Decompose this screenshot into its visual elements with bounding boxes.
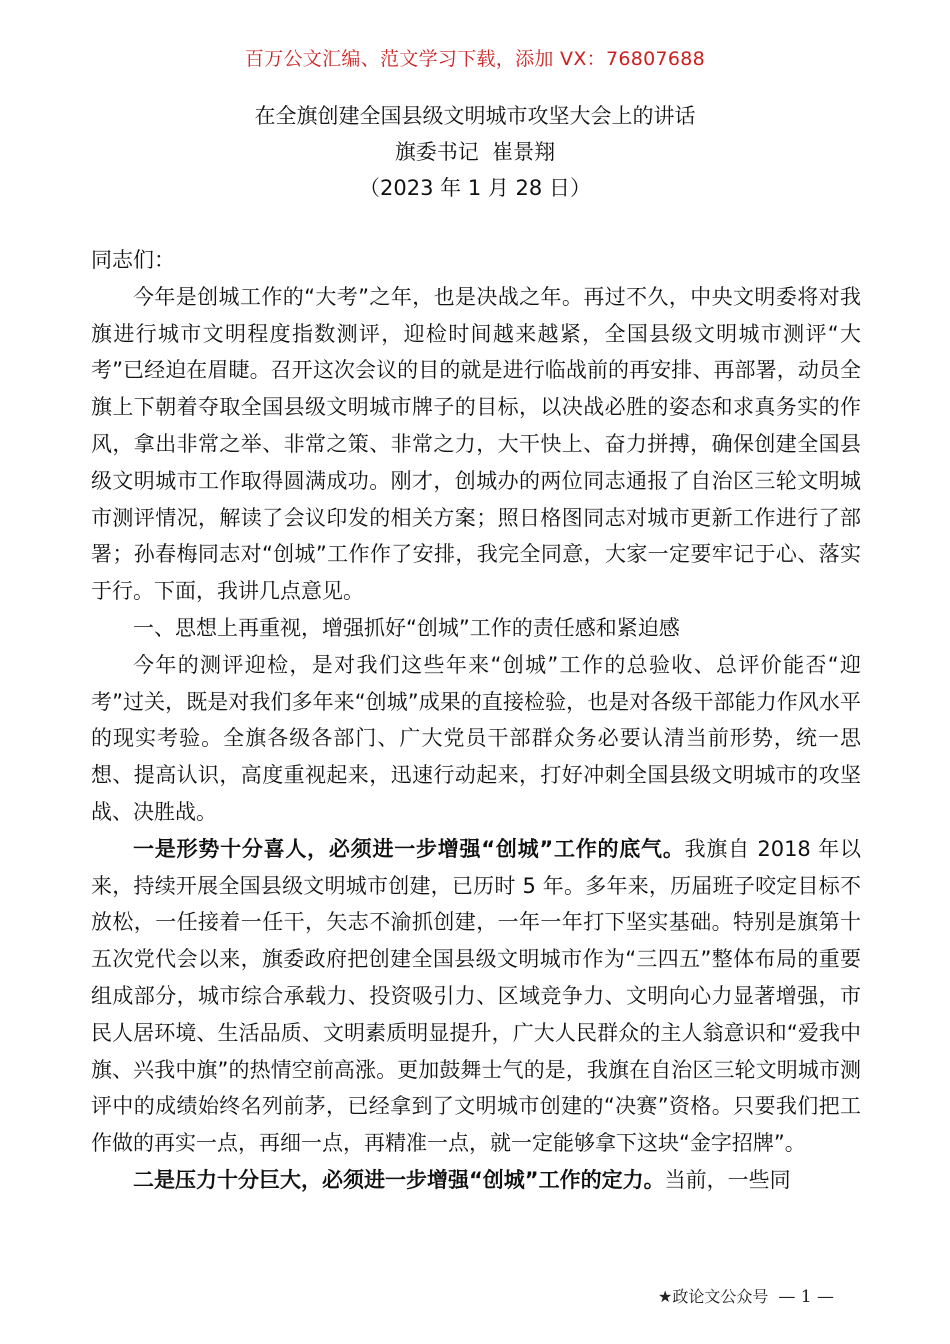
point-1-text: 我旗自 2018 年以来，持续开展全国县级文明城市创建，已历时 5 年。多年来，历届班子咬定目标不放松，一任接着一任干，矢志不渝抓创建，一年一年打下坚实基础。特别是旗第十五次党代会以来，旗委政府把创建全国县级文明城市作为“三四五”整体布局的重要组成部分，城市综合承载力、投资吸引力、区域竞争力、文明向心力显著增强，市民人居环境、生活品质、文明素质明显提升，广大人民群众的主人翁意识和“爱我中旗、兴我中旗”的热情空前高涨。更加鼓舞士气的是，我旗在自治区三轮文明城市测评中的成绩始终名列前茅，已经拿到了文明城市创建的“决赛”资格。只要我们把工作做的再实一点，再细一点，再精准一点，就一定能够拿下这块“金字招牌”。 [91, 836, 861, 1156]
speaker-line: 旗委书记 崔景翔 [394, 140, 556, 164]
footer-source: ★政论文公众号 [658, 1287, 769, 1306]
salutation: 同志们： [91, 248, 175, 272]
page-number: — 1 — [778, 1287, 834, 1307]
page-footer [658, 1284, 834, 1307]
paragraph-intro: 今年是创城工作的“大考”之年，也是决战之年。再过不久，中央文明委将对我旗进行城市文明程度指数测评，迎检时间越来越紧，全国县级文明城市测评“大考”已经迫在眉睫。召开这次会议的目的就是进行临战前的再安排、再部署，动员全旗上下朝着夺取全国县级文明城市牌子的目标，以决战必胜的姿态和求真务实的作风，拿出非常之举、非常之策、非常之力，大干快上、奋力拼搏，确保创建全国县级文明城市工作取得圆满成功。刚才，创城办的两位同志通报了自治区三轮文明城市测评情况，解读了会议印发的相关方案；照日格图同志对城市更新工作进行了部署；孙春梅同志对“创城”工作作了安排，我完全同意，大家一定要牢记于心、落实于行。下面，我讲几点意见。 [91, 284, 861, 604]
header-banner: 百万公文汇编、范文学习下载，添加 VX：76807688 [244, 48, 706, 70]
paragraph-point-1 [91, 831, 861, 1162]
speech-title: 在全旗创建全国县级文明城市攻坚大会上的讲话 [254, 104, 696, 128]
speech-date: （2023 年 1 月 28 日） [359, 176, 591, 200]
paragraph-point-2 [91, 1162, 861, 1199]
paragraph-section-1: 今年的测评迎检，是对我们这些年来“创城”工作的总验收、总评价能否“迎考”过关，既是对我们多年来“创城”成果的直接检验，也是对各级干部能力作风水平的现实考验。全旗各级各部门、广大党员干部群众务必要认清当前形势，统一思想、提高认识，高度重视起来，迅速行动起来，打好冲刺全国县级文明城市的攻坚战、决胜战。 [91, 652, 861, 824]
point-1-lead: 一是形势十分喜人，必须进一步增强“创城”工作的底气。 [133, 836, 685, 861]
point-2-text: 当前，一些同 [664, 1167, 791, 1192]
section-heading-1: 一、思想上再重视，增强抓好“创城”工作的责任感和紧迫感 [133, 615, 680, 640]
point-2-lead: 二是压力十分巨大，必须进一步增强“创城”工作的定力。 [133, 1167, 665, 1192]
speech-body [91, 242, 861, 1199]
title-block [0, 98, 950, 206]
